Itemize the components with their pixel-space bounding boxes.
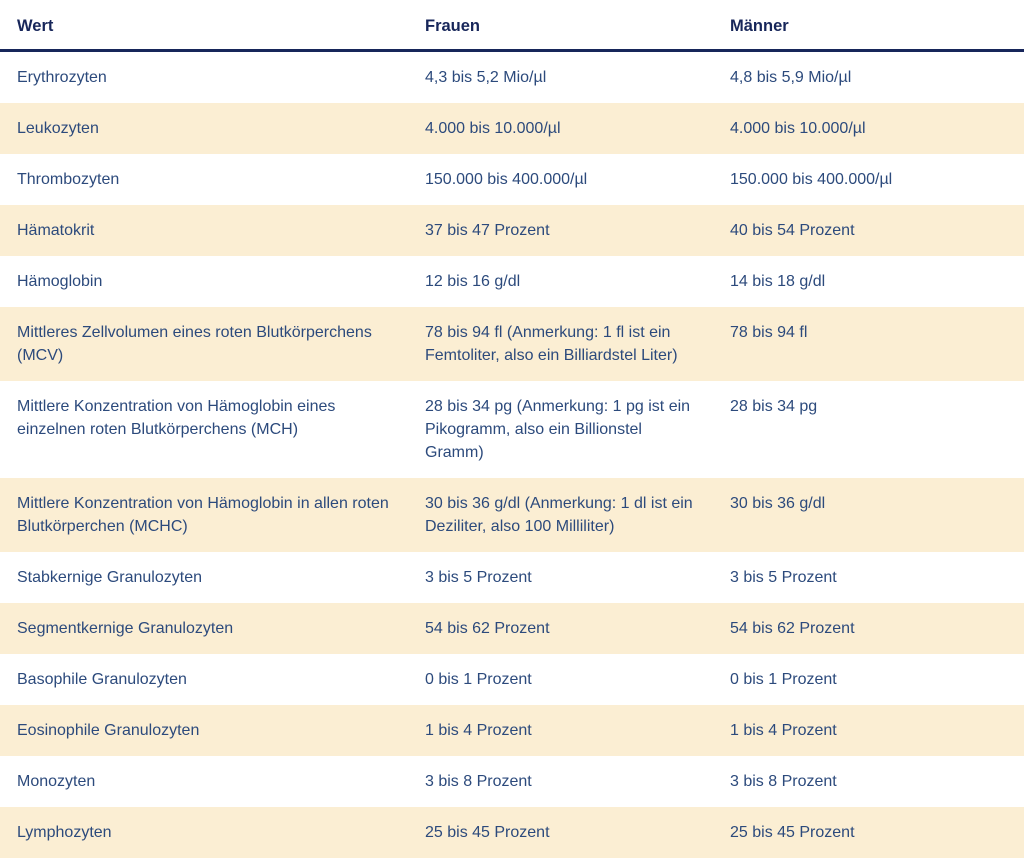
- cell-wert: Eosinophile Granulozyten: [0, 705, 425, 756]
- cell-frauen: 4.000 bis 10.000/µl: [425, 103, 730, 154]
- cell-wert: Basophile Granulozyten: [0, 654, 425, 705]
- cell-wert: Stabkernige Granulozyten: [0, 552, 425, 603]
- column-header-wert: Wert: [0, 0, 425, 51]
- cell-frauen: 0 bis 1 Prozent: [425, 654, 730, 705]
- table-row: [0, 256, 1024, 307]
- cell-maenner: 1 bis 4 Prozent: [730, 705, 1024, 756]
- cell-wert: Leukozyten: [0, 103, 425, 154]
- table-row: [0, 205, 1024, 256]
- cell-maenner: 3 bis 8 Prozent: [730, 756, 1024, 807]
- cell-maenner: 4,8 bis 5,9 Mio/µl: [730, 51, 1024, 104]
- cell-frauen: 150.000 bis 400.000/µl: [425, 154, 730, 205]
- cell-maenner: 0 bis 1 Prozent: [730, 654, 1024, 705]
- cell-maenner: 3 bis 5 Prozent: [730, 552, 1024, 603]
- table-row: [0, 603, 1024, 654]
- cell-maenner: 4.000 bis 10.000/µl: [730, 103, 1024, 154]
- table-row: [0, 51, 1024, 104]
- table-row: [0, 807, 1024, 858]
- header-row: [0, 0, 1024, 51]
- cell-maenner: 30 bis 36 g/dl: [730, 478, 1024, 552]
- table-row: [0, 705, 1024, 756]
- cell-wert: Mittleres Zellvolumen eines roten Blutkörperchens (MCV): [0, 307, 425, 381]
- table-row: [0, 478, 1024, 552]
- cell-wert: Mittlere Konzentration von Hämoglobin eines einzelnen roten Blutkörperchens (MCH): [0, 381, 425, 478]
- cell-maenner: 28 bis 34 pg: [730, 381, 1024, 478]
- cell-frauen: 1 bis 4 Prozent: [425, 705, 730, 756]
- cell-wert: Lymphozyten: [0, 807, 425, 858]
- cell-frauen: 3 bis 8 Prozent: [425, 756, 730, 807]
- table-row: [0, 552, 1024, 603]
- cell-wert: Mittlere Konzentration von Hämoglobin in allen roten Blutkörperchen (MCHC): [0, 478, 425, 552]
- cell-wert: Hämoglobin: [0, 256, 425, 307]
- cell-maenner: 25 bis 45 Prozent: [730, 807, 1024, 858]
- cell-frauen: 37 bis 47 Prozent: [425, 205, 730, 256]
- cell-frauen: 3 bis 5 Prozent: [425, 552, 730, 603]
- cell-maenner: 40 bis 54 Prozent: [730, 205, 1024, 256]
- table-row: [0, 654, 1024, 705]
- cell-frauen: 12 bis 16 g/dl: [425, 256, 730, 307]
- table-row: [0, 756, 1024, 807]
- cell-wert: Thrombozyten: [0, 154, 425, 205]
- cell-wert: Segmentkernige Granulozyten: [0, 603, 425, 654]
- cell-frauen: 28 bis 34 pg (Anmerkung: 1 pg ist ein Pikogramm, also ein Billionstel Gramm): [425, 381, 730, 478]
- cell-maenner: 150.000 bis 400.000/µl: [730, 154, 1024, 205]
- cell-wert: Hämatokrit: [0, 205, 425, 256]
- table-header: [0, 0, 1024, 51]
- table-row: [0, 307, 1024, 381]
- table-body: [0, 51, 1024, 859]
- cell-frauen: 54 bis 62 Prozent: [425, 603, 730, 654]
- table-row: [0, 381, 1024, 478]
- column-header-maenner: Männer: [730, 0, 1024, 51]
- column-header-frauen: Frauen: [425, 0, 730, 51]
- cell-maenner: 78 bis 94 fl: [730, 307, 1024, 381]
- cell-frauen: 4,3 bis 5,2 Mio/µl: [425, 51, 730, 104]
- cell-wert: Monozyten: [0, 756, 425, 807]
- cell-maenner: 54 bis 62 Prozent: [730, 603, 1024, 654]
- cell-wert: Erythrozyten: [0, 51, 425, 104]
- table-row: [0, 103, 1024, 154]
- table-row: [0, 154, 1024, 205]
- cell-maenner: 14 bis 18 g/dl: [730, 256, 1024, 307]
- cell-frauen: 78 bis 94 fl (Anmerkung: 1 fl ist ein Femtoliter, also ein Billiardstel Liter): [425, 307, 730, 381]
- cell-frauen: 30 bis 36 g/dl (Anmerkung: 1 dl ist ein Deziliter, also 100 Milliliter): [425, 478, 730, 552]
- cell-frauen: 25 bis 45 Prozent: [425, 807, 730, 858]
